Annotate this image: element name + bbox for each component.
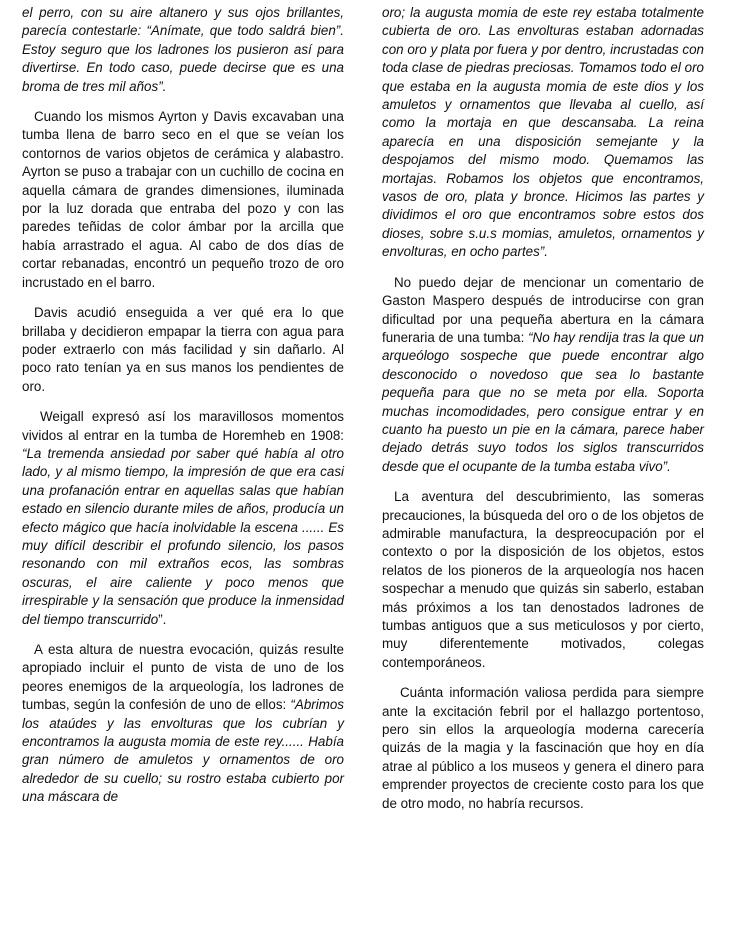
italic-text: oro; la augusta momia de este rey estaba totalmente cubierta de oro. Las envolturas estaban adornadas con oro y plata por fuera y por dentro, incrustadas con toda clase de piedras preciosas. Tomamos todo el oro que estaba en la augusta momia de este dios y los amuletos y ornamentos que llevaba al cuello, así como la mortaja en que descansaba. La reina aparecía en una disposición semejante y la despojamos del mismo modo. Quemamos las mortajas. Robamos los objetos que encontramos, vasos de oro, plata y bronce. Hicimos las partes y dividimos el oro que encontramos sobre estos dos dioses, sobre s.u.s momias, amuletos, ornamentos y envolturas, en ocho partes”. bbox=[382, 5, 704, 260]
paragraph-weigall bbox=[22, 408, 344, 629]
italic-quote: “La tremenda ansiedad por saber qué había al otro lado, y al mismo tiempo, la impresión de que era casi una profanación entrar en aquellas salas que habían estado en silencio durante miles de años, producía un efecto mágico que hacía inolvidable la escena ...... Es muy difícil describir el profundo silencio, los pasos resonando con mil extraños ecos, las sombras oscuras, el aire caliente y poco menos que irrespirable y la sensación que produce la inmensidad del tiempo transcurrido bbox=[22, 445, 344, 627]
paragraph-tomb-robbers bbox=[22, 641, 344, 807]
italic-text: el perro, con su aire altanero y sus ojos brillantes, parecía contestarle: “Anímate, que todo saldrá bien”. Estoy seguro que los ladrones los pusieron así para divertirse. En todo caso, puede decirse que es una broma de tres mil años”. bbox=[22, 5, 344, 94]
paragraph-robber-confession bbox=[382, 4, 704, 262]
paragraph-quote-continuation bbox=[22, 4, 344, 96]
left-column bbox=[22, 4, 344, 819]
paragraph-davis-earrings: Davis acudió enseguida a ver qué era lo que brillaba y decidieron empapar la tierra con agua para poder extraerlo con más facilidad y sin dañarlo. Al poco rato tenían ya en sus manos los pendientes de oro. bbox=[22, 305, 344, 394]
plain-text: Weigall expresó así los maravillosos momentos vividos al entrar en la tumba de Horemheb en 1908: bbox=[22, 409, 344, 443]
paragraph-lost-information: Cuánta información valiosa perdida para siempre ante la excitación febril por el hallazgo portentoso, pero sin ellos la arqueología moderna carecería quizás de la magia y la fascinación que hoy en día atrae al público a los museos y genera el dinero para emprender proyectos de creciente costo para los que de otro modo, no habría recursos. bbox=[382, 685, 704, 811]
quote-end: ”. bbox=[158, 611, 167, 627]
italic-quote: “No hay rendija tras la que un arqueólogo sospeche que puede encontrar algo desconocido o novedoso que sea lo bastante pequeña para que no se meta por ella. Soporta muchas incomodidades, pero consigue entrar y en cuanto ha puesto un pie en la cámara, parece haber dejado detrás suyo todos los siglos transcurridos desde que el ocupante de la tumba estaba vivo”. bbox=[382, 329, 704, 474]
plain-text: A esta altura de nuestra evocación, quizás resulte apropiado incluir el punto de vista de uno de los peores enemigos de la arqueología, los ladrones de tumbas, según la confesión de uno de ellos: bbox=[22, 642, 344, 713]
paragraph-maspero bbox=[382, 274, 704, 476]
paragraph-ayrton-davis: Cuando los mismos Ayrton y Davis excavaban una tumba llena de barro seco en el que se veían los contornos de varios objetos de cerámica y alabastro. Ayrton se puso a trabajar con un cuchillo de cocina en aquella cámara de grandes dimensiones, iluminada por la luz dorada que entraba del pozo y con las paredes teñidas de color ámbar por la arcilla que había arrastrado el agua. Al cabo de dos días de cortar rebanadas, encontró un pequeño trozo de oro incrustado en el barro. bbox=[22, 109, 344, 290]
paragraph-discovery-adventure: La aventura del descubrimiento, las someras precauciones, la búsqueda del oro o de los objetos de admirable manufactura, la despreocupación por el contexto o por la disposición de los objetos, estos relatos de los pioneros de la arqueología nos hacen sospechar a menudo que quizás sin saberlo, estaban más próximos a los tan denostados ladrones de tumbas antiguos que a sus meticulosos y por cierto, muy diferentemente motivados, colegas contemporáneos. bbox=[382, 489, 704, 670]
italic-quote: “Abrimos los ataúdes y las envolturas que los cubrían y encontramos la augusta momia de este rey...... Había gran número de amuletos y ornamentos de oro alrededor de su cuello; su rostro estaba cubierto por una máscara de bbox=[22, 697, 344, 805]
plain-text: No puedo dejar de mencionar un comentario de Gaston Maspero después de introducirse con gran dificultad por una pequeña abertura en la cámara funeraria de una tumba: bbox=[382, 274, 704, 345]
right-column bbox=[382, 4, 704, 825]
